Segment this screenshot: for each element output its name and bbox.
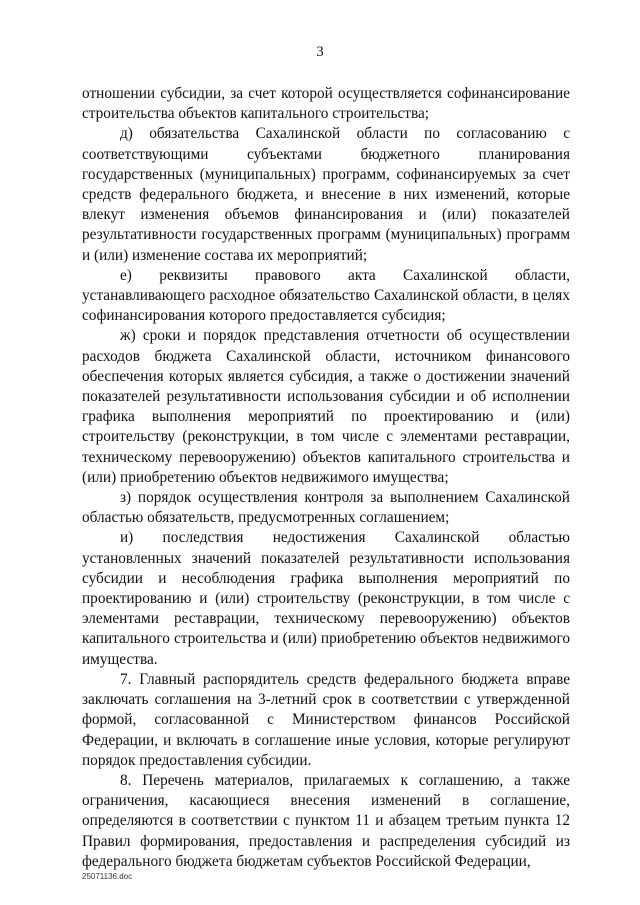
paragraph-clause-7: 7. Главный распорядитель средств федерального бюджета вправе заключать соглашения на 3-летний срок в соответствии с утвержденной формой, согласованной с Министерством финансов Российской Федерации, и включать в соглашение иные условия, которые регулируют порядок предоставления субсидии. — [82, 670, 570, 769]
page-number: 3 — [316, 44, 324, 60]
paragraph-item-d: д) обязательства Сахалинской области по согласованию с соответствующими субъектами бюджетного планирования государственных (муниципальных) программ, софинансируемых за счет средств федерального бюджета, и внесение в них изменений, которые влекут изменения объемов финансирования и (или) показателей результативности государственных программ (муниципальных) программ и (или) изменение состава их мероприятий; — [82, 125, 570, 264]
paragraph-item-z: з) порядок осуществления контроля за выполнением Сахалинской областью обязательств, предусмотренных соглашением; — [82, 489, 570, 527]
paragraph-item-e: е) реквизиты правового акта Сахалинской области, устанавливающего расходное обязательство Сахалинской области, в целях софинансирования которого предоставляется субсидия; — [82, 266, 570, 325]
paragraph-continuation: отношении субсидии, за счет которой осуществляется софинансирование строительства объектов капитального строительства; — [82, 85, 570, 123]
document-body — [82, 84, 570, 872]
paragraph-item-zh: ж) сроки и порядок представления отчетности об осуществлении расходов бюджета Сахалинской области, источником финансового обеспечения которых является субсидия, а также о достижении значений показателей результативности использования субсидии и об исполнении графика выполнения мероприятий по проектированию и (или) строительству (реконструкции, в том числе с элементами реставрации, техническому перевооружению) объектов капитального строительства и (или) приобретению объектов недвижимого имущества; — [82, 327, 570, 486]
paragraph-clause-8: 8. Перечень материалов, прилагаемых к соглашению, а также ограничения, касающиеся внесения изменений в соглашение, определяются в соответствии с пунктом 11 и абзацем третьим пункта 12 Правил формирования, предоставления и распределения субсидий из федерального бюджета бюджетам субъектов Российской Федерации, — [82, 771, 570, 870]
document-file-code: 25071136.doc — [82, 872, 133, 881]
paragraph-item-i: и) последствия недостижения Сахалинской областью установленных значений показателей результативности использования субсидии и несоблюдения графика выполнения мероприятий по проектированию и (или) строительству (реконструкции, в том числе с элементами реставрации, техническому перевооружению) объектов капитального строительства и (или) приобретению объектов недвижимого имущества. — [82, 529, 570, 668]
